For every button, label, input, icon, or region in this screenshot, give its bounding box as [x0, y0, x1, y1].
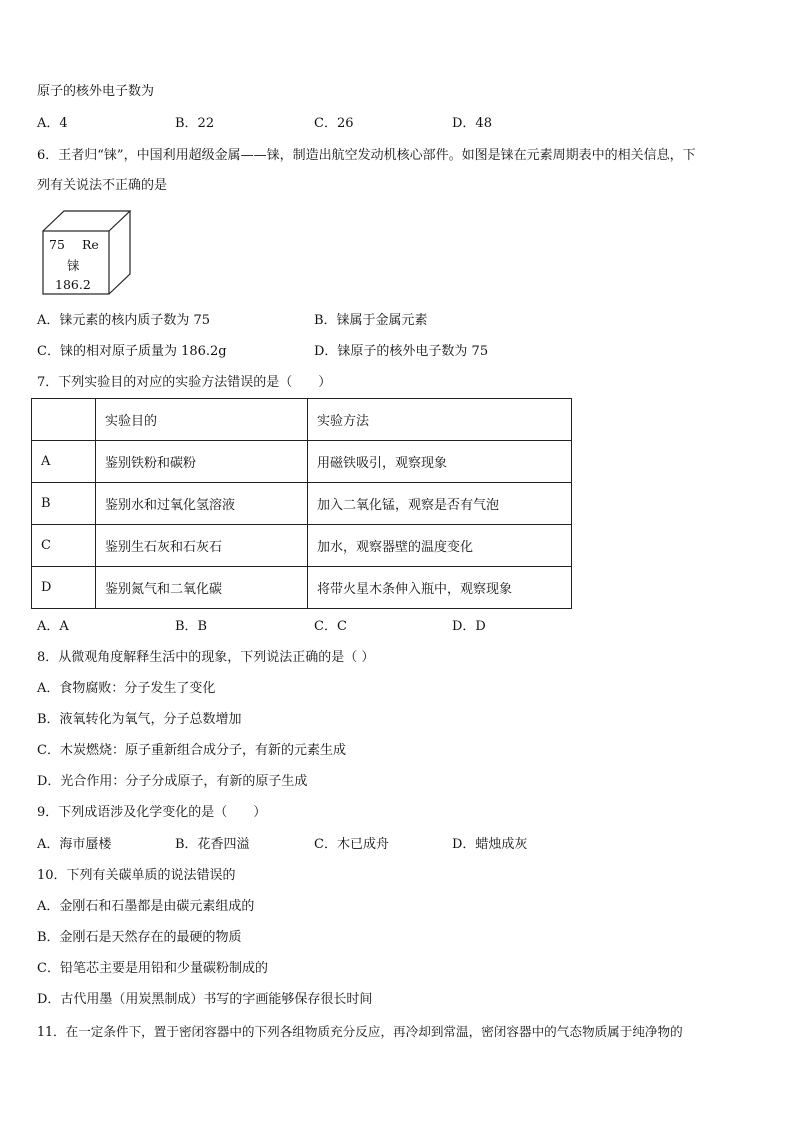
q10-option-b[interactable]: B．金刚石是天然存在的最硬的物质 [37, 930, 242, 945]
q5-option-b[interactable]: B．22 [175, 116, 215, 131]
table-cell: A [32, 441, 96, 483]
q7-stem: 7．下列实验目的对应的实验方法错误的是（ ） [37, 375, 332, 390]
table-cell: 将带火星木条伸入瓶中，观察现象 [308, 567, 572, 609]
q5-option-d[interactable]: D．48 [452, 116, 492, 131]
table-cell: B [32, 483, 96, 525]
table-cell: 加入二氧化锰，观察是否有气泡 [308, 483, 572, 525]
table-cell: 鉴别铁粉和碳粉 [96, 441, 308, 483]
q7-option-b[interactable]: B．B [175, 619, 208, 634]
q9-option-a[interactable]: A．海市蜃楼 [37, 837, 112, 852]
q8-option-b[interactable]: B．液氧转化为氧气，分子总数增加 [37, 712, 242, 727]
table-header-cell: 实验目的 [96, 399, 308, 441]
q7-option-a[interactable]: A．A [37, 619, 69, 634]
element-symbol: Re [82, 237, 99, 252]
q6-option-d[interactable]: D．铼原子的核外电子数为 75 [314, 344, 489, 359]
table-cell: 加水，观察器壁的温度变化 [308, 525, 572, 567]
table-header-cell: 实验方法 [308, 399, 572, 441]
q6-option-c[interactable]: C．铼的相对原子质量为 186.2g [37, 344, 227, 359]
q8-option-a[interactable]: A．食物腐败：分子发生了变化 [37, 681, 216, 696]
table-row [32, 483, 572, 525]
q5-option-a[interactable]: A．4 [37, 116, 68, 131]
q10-option-c[interactable]: C．铅笔芯主要是用铅和少量碳粉制成的 [37, 961, 268, 976]
q9-option-c[interactable]: C．木已成舟 [314, 837, 389, 852]
element-atomic-number: 75 [49, 237, 65, 252]
table-header-cell [32, 399, 96, 441]
q9-option-d[interactable]: D．蜡烛成灰 [452, 837, 528, 852]
q9-option-b[interactable]: B．花香四溢 [175, 837, 250, 852]
q7-option-c[interactable]: C．C [314, 619, 347, 634]
q11-stem: 11．在一定条件下，置于密闭容器中的下列各组物质充分反应，再冷却到常温，密闭容器中的气态物质属于纯净物的 [37, 1024, 683, 1039]
q5-stem-continuation: 原子的核外电子数为 [37, 84, 155, 99]
q8-option-d[interactable]: D．光合作用：分子分成原子，有新的原子生成 [37, 774, 308, 789]
q6-stem-line2: 列有关说法不正确的是 [37, 178, 168, 193]
q5-option-c[interactable]: C．26 [314, 116, 354, 131]
q6-stem-line1: 6．王者归“铼”，中国利用超级金属——铼，制造出航空发动机核心部件。如图是铼在元素周期表中的相关信息，下 [37, 148, 696, 163]
table-row [32, 525, 572, 567]
q9-stem: 9．下列成语涉及化学变化的是（ ） [37, 805, 267, 820]
table-cell: D [32, 567, 96, 609]
table-cell: 用磁铁吸引，观察现象 [308, 441, 572, 483]
q10-option-d[interactable]: D．古代用墨（用炭黑制成）书写的字画能够保存很长时间 [37, 992, 373, 1007]
element-mass: 186.2 [55, 277, 91, 292]
table-row [32, 567, 572, 609]
q10-stem: 10．下列有关碳单质的说法错误的 [37, 868, 236, 883]
table-cell: 鉴别生石灰和石灰石 [96, 525, 308, 567]
q7-option-d[interactable]: D．D [452, 619, 486, 634]
table-cell: C [32, 525, 96, 567]
table-row [32, 441, 572, 483]
q8-stem: 8．从微观角度解释生活中的现象，下列说法正确的是（ ） [37, 650, 375, 665]
q8-option-c[interactable]: C．木炭燃烧：原子重新组合成分子，有新的元素生成 [37, 743, 346, 758]
element-tile-figure [42, 210, 132, 296]
q7-table [31, 398, 572, 609]
table-header-row [32, 399, 572, 441]
table-cell: 鉴别氮气和二氧化碳 [96, 567, 308, 609]
q6-option-a[interactable]: A．铼元素的核内质子数为 75 [37, 313, 211, 328]
element-name: 铼 [67, 258, 80, 273]
table-cell: 鉴别水和过氧化氢溶液 [96, 483, 308, 525]
q10-option-a[interactable]: A．金刚石和石墨都是由碳元素组成的 [37, 899, 255, 914]
q6-option-b[interactable]: B．铼属于金属元素 [314, 313, 428, 328]
